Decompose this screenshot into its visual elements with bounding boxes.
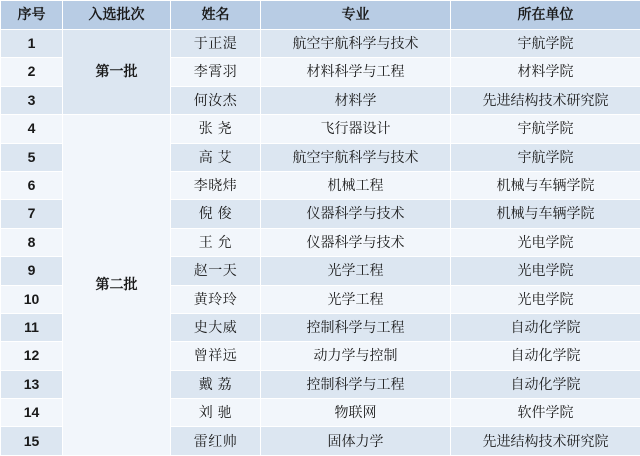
cell-seq: 1 <box>1 30 63 58</box>
cell-unit: 宇航学院 <box>451 30 640 58</box>
cell-major: 仪器科学与技术 <box>261 228 451 256</box>
cell-seq: 15 <box>1 427 63 456</box>
cell-seq: 12 <box>1 342 63 370</box>
cell-unit: 机械与车辆学院 <box>451 171 640 199</box>
table-body <box>1 30 640 456</box>
cell-seq: 14 <box>1 399 63 427</box>
cell-major: 控制科学与工程 <box>261 370 451 398</box>
cell-name: 雷红帅 <box>171 427 261 456</box>
cell-name: 李晓炜 <box>171 171 261 199</box>
column-header-batch: 入选批次 <box>63 1 171 30</box>
cell-seq: 13 <box>1 370 63 398</box>
cell-unit: 宇航学院 <box>451 143 640 171</box>
cell-name: 史大威 <box>171 313 261 341</box>
cell-major: 光学工程 <box>261 285 451 313</box>
cell-name: 王 允 <box>171 228 261 256</box>
cell-major: 光学工程 <box>261 257 451 285</box>
cell-unit: 材料学院 <box>451 58 640 86</box>
cell-major: 材料科学与工程 <box>261 58 451 86</box>
table-header-row <box>1 1 640 30</box>
cell-seq: 4 <box>1 115 63 143</box>
cell-seq: 5 <box>1 143 63 171</box>
cell-seq: 3 <box>1 86 63 114</box>
column-header-major: 专业 <box>261 1 451 30</box>
cell-unit: 光电学院 <box>451 228 640 256</box>
cell-unit: 先进结构技术研究院 <box>451 427 640 456</box>
cell-batch: 第二批 <box>63 115 171 456</box>
cell-unit: 先进结构技术研究院 <box>451 86 640 114</box>
cell-major: 固体力学 <box>261 427 451 456</box>
cell-name: 高 艾 <box>171 143 261 171</box>
cell-unit: 自动化学院 <box>451 313 640 341</box>
cell-unit: 软件学院 <box>451 399 640 427</box>
cell-unit: 机械与车辆学院 <box>451 200 640 228</box>
column-header-seq: 序号 <box>1 1 63 30</box>
cell-major: 仪器科学与技术 <box>261 200 451 228</box>
cell-seq: 8 <box>1 228 63 256</box>
cell-seq: 10 <box>1 285 63 313</box>
cell-seq: 7 <box>1 200 63 228</box>
cell-major: 材料学 <box>261 86 451 114</box>
cell-major: 动力学与控制 <box>261 342 451 370</box>
column-header-unit: 所在单位 <box>451 1 640 30</box>
cell-unit: 光电学院 <box>451 257 640 285</box>
cell-name: 李霄羽 <box>171 58 261 86</box>
cell-name: 于正湜 <box>171 30 261 58</box>
column-header-name: 姓名 <box>171 1 261 30</box>
cell-major: 机械工程 <box>261 171 451 199</box>
cell-name: 刘 驰 <box>171 399 261 427</box>
cell-batch: 第一批 <box>63 30 171 115</box>
cell-name: 曾祥远 <box>171 342 261 370</box>
cell-seq: 9 <box>1 257 63 285</box>
cell-major: 航空宇航科学与技术 <box>261 143 451 171</box>
cell-seq: 2 <box>1 58 63 86</box>
cell-name: 黄玲玲 <box>171 285 261 313</box>
table-row <box>1 30 640 58</box>
cell-major: 飞行器设计 <box>261 115 451 143</box>
cell-name: 戴 荔 <box>171 370 261 398</box>
table-header <box>1 1 640 30</box>
cell-name: 赵一天 <box>171 257 261 285</box>
cell-name: 何汝杰 <box>171 86 261 114</box>
table-row <box>1 115 640 143</box>
cell-seq: 6 <box>1 171 63 199</box>
cell-unit: 自动化学院 <box>451 370 640 398</box>
cell-major: 控制科学与工程 <box>261 313 451 341</box>
cell-major: 航空宇航科学与技术 <box>261 30 451 58</box>
cell-major: 物联网 <box>261 399 451 427</box>
cell-unit: 自动化学院 <box>451 342 640 370</box>
cell-unit: 宇航学院 <box>451 115 640 143</box>
cell-seq: 11 <box>1 313 63 341</box>
cell-name: 张 尧 <box>171 115 261 143</box>
cell-unit: 光电学院 <box>451 285 640 313</box>
cell-name: 倪 俊 <box>171 200 261 228</box>
